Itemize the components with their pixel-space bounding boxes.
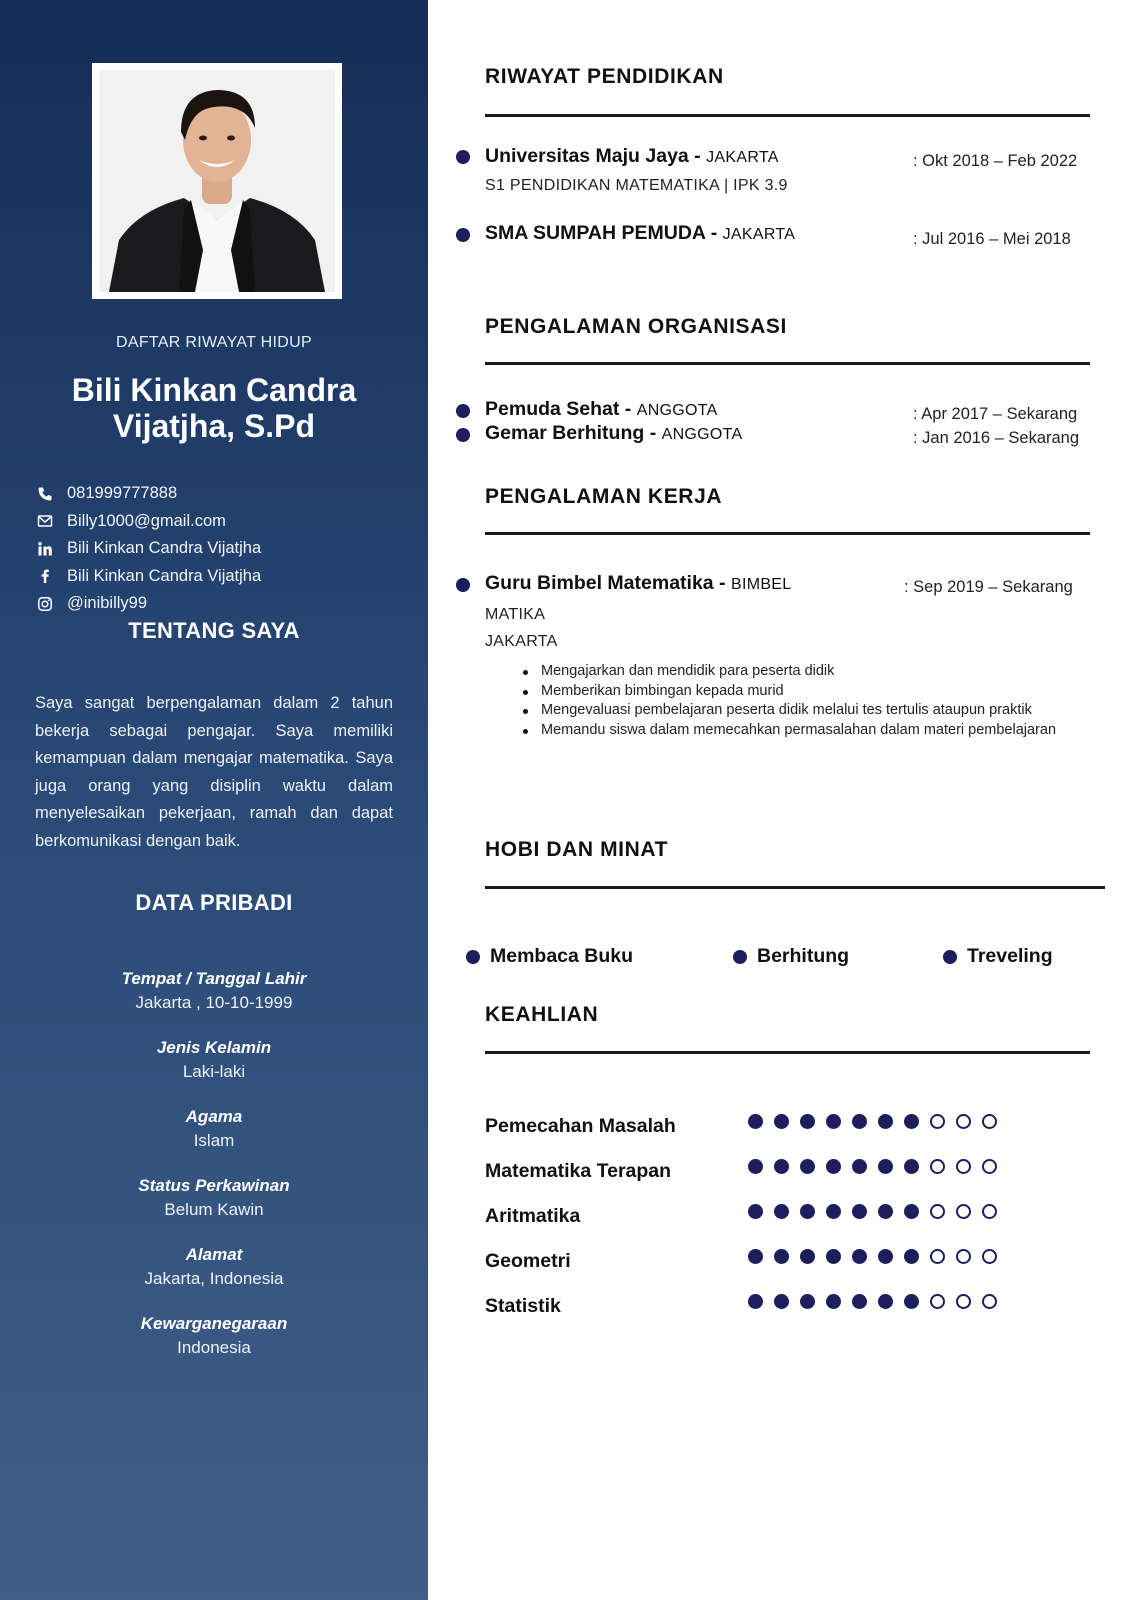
- education-date: : Jul 2016 – Mei 2018: [913, 230, 1071, 248]
- facebook-icon: [35, 567, 55, 585]
- rating-dot-filled: [852, 1294, 867, 1309]
- education-date: : Okt 2018 – Feb 2022: [913, 152, 1078, 170]
- contact-instagram-text: @inibilly99: [67, 594, 148, 613]
- rating-dot-filled: [774, 1294, 789, 1309]
- hobbies-heading: HOBI DAN MINAT: [485, 838, 668, 861]
- rating-dot-empty: [930, 1294, 945, 1309]
- hobby-label: Treveling: [967, 945, 1053, 967]
- rating-dot-filled: [774, 1159, 789, 1174]
- work-duties: [523, 662, 1103, 740]
- work-heading: PENGALAMAN KERJA: [485, 485, 723, 508]
- skill-rating: [748, 1294, 1008, 1309]
- skill-rating: [748, 1249, 1008, 1264]
- rating-dot-filled: [748, 1249, 763, 1264]
- hobby-label: Berhitung: [757, 945, 850, 967]
- duty-item: Mengevaluasi pembelajaran peserta didik melalui tes tertulis ataupun praktik: [523, 701, 1103, 721]
- document-label: DAFTAR RIWAYAT HIDUP: [116, 334, 312, 351]
- personal-data-heading: DATA PRIBADI: [135, 890, 293, 915]
- personal-value: Islam: [193, 1131, 235, 1150]
- about-text: Saya sangat berpengalaman dalam 2 tahun bekerja sebagai pengajar. Saya memiliki kemampuan dalam mengajar matematika. Saya juga orang yang disiplin waktu dalam menyelesaikan pekerjaan, ramah dan dapat berkomunikasi dengan baik.: [35, 694, 393, 850]
- contact-phone-text: 081999777888: [67, 484, 178, 503]
- rating-dot-empty: [956, 1159, 971, 1174]
- rating-dot-filled: [774, 1249, 789, 1264]
- rating-dot-filled: [852, 1249, 867, 1264]
- school-name: Universitas Maju Jaya -: [485, 145, 701, 167]
- rating-dot-filled: [826, 1249, 841, 1264]
- work-date: : Sep 2019 – Sekarang: [904, 578, 1073, 596]
- rating-dot-filled: [774, 1204, 789, 1219]
- rating-dot-filled: [800, 1249, 815, 1264]
- personal-item-citizenship: [0, 1313, 428, 1382]
- organization-entry-2: [485, 422, 743, 445]
- skills-divider: [485, 1051, 1090, 1054]
- rating-dot-filled: [748, 1159, 763, 1174]
- rating-dot-filled: [748, 1294, 763, 1309]
- hobbies-divider: [485, 886, 1105, 889]
- bullet-dot: [456, 428, 470, 442]
- organization-role: ANGGOTA: [661, 426, 743, 443]
- education-entry-1: [485, 145, 779, 168]
- school-city: JAKARTA: [722, 226, 796, 243]
- work-divider: [485, 532, 1090, 535]
- contact-facebook: [35, 563, 405, 591]
- rating-dot-empty: [930, 1114, 945, 1129]
- school-city: JAKARTA: [706, 149, 779, 166]
- profile-photo-frame: [92, 63, 342, 299]
- bullet-dot: [733, 950, 747, 964]
- rating-dot-empty: [982, 1249, 997, 1264]
- bullet-dot: [456, 228, 470, 242]
- rating-dot-empty: [982, 1159, 997, 1174]
- organization-name: Pemuda Sehat -: [485, 398, 632, 420]
- profile-photo: [99, 70, 335, 292]
- sidebar: [0, 0, 428, 1600]
- rating-dot-empty: [982, 1294, 997, 1309]
- work-city: JAKARTA: [485, 633, 558, 650]
- personal-label: Tempat / Tanggal Lahir: [121, 969, 307, 988]
- education-detail: S1 PENDIDIKAN MATEMATIKA | IPK 3.9: [485, 177, 788, 194]
- personal-label: Agama: [185, 1107, 243, 1126]
- skill-name: Pemecahan Masalah: [485, 1115, 676, 1137]
- rating-dot-filled: [748, 1114, 763, 1129]
- hobby-item: [943, 945, 1053, 968]
- skill-name: Geometri: [485, 1250, 571, 1272]
- rating-dot-filled: [800, 1294, 815, 1309]
- personal-label: Jenis Kelamin: [156, 1038, 272, 1057]
- rating-dot-filled: [774, 1114, 789, 1129]
- organization-divider: [485, 362, 1090, 365]
- bullet-dot: [456, 404, 470, 418]
- bullet-dot: [456, 578, 470, 592]
- organization-heading: PENGALAMAN ORGANISASI: [485, 315, 787, 338]
- instagram-icon: [35, 595, 55, 613]
- skills-heading: KEAHLIAN: [485, 1003, 599, 1026]
- work-entry: [485, 572, 791, 595]
- rating-dot-empty: [930, 1249, 945, 1264]
- contact-email: [35, 508, 405, 536]
- hobby-label: Membaca Buku: [490, 945, 634, 967]
- rating-dot-filled: [878, 1159, 893, 1174]
- school-name: SMA SUMPAH PEMUDA -: [485, 222, 718, 244]
- organization-date: : Apr 2017 – Sekarang: [913, 405, 1078, 423]
- personal-data-list: [0, 968, 428, 1382]
- skill-name: Matematika Terapan: [485, 1160, 672, 1182]
- contact-list: [35, 480, 405, 618]
- contact-email-text: Billy1000@gmail.com: [67, 511, 226, 530]
- rating-dot-filled: [878, 1294, 893, 1309]
- rating-dot-filled: [904, 1159, 919, 1174]
- rating-dot-filled: [800, 1114, 815, 1129]
- personal-label: Kewarganegaraan: [140, 1314, 288, 1333]
- duty-item: Mengajarkan dan mendidik para peserta didik: [523, 662, 1103, 682]
- work-company-line2: MATIKA: [485, 606, 546, 623]
- bullet-dot: [943, 950, 957, 964]
- rating-dot-empty: [956, 1114, 971, 1129]
- phone-icon: [35, 485, 55, 503]
- organization-role: ANGGOTA: [636, 402, 718, 419]
- organization-name: Gemar Berhitung -: [485, 422, 657, 444]
- rating-dot-filled: [904, 1249, 919, 1264]
- personal-item-marital: [0, 1175, 428, 1244]
- rating-dot-filled: [852, 1204, 867, 1219]
- rating-dot-filled: [748, 1204, 763, 1219]
- contact-linkedin: [35, 535, 405, 563]
- personal-item-gender: [0, 1037, 428, 1106]
- bullet-dot: [466, 950, 480, 964]
- rating-dot-filled: [852, 1114, 867, 1129]
- bullet-dot: [456, 150, 470, 164]
- personal-label: Status Perkawinan: [138, 1176, 290, 1195]
- rating-dot-filled: [904, 1204, 919, 1219]
- skill-rating: [748, 1159, 1008, 1174]
- duty-item: Memberikan bimbingan kepada murid: [523, 682, 1103, 702]
- linkedin-icon: [35, 540, 55, 558]
- hobby-item: [466, 945, 633, 968]
- rating-dot-filled: [878, 1114, 893, 1129]
- rating-dot-filled: [826, 1204, 841, 1219]
- rating-dot-empty: [930, 1204, 945, 1219]
- education-divider: [485, 114, 1090, 117]
- work-position: Guru Bimbel Matematika -: [485, 572, 726, 594]
- personal-value: Indonesia: [177, 1338, 251, 1357]
- rating-dot-filled: [800, 1204, 815, 1219]
- personal-item-birth: [0, 968, 428, 1037]
- skill-rating: [748, 1114, 1008, 1129]
- hobby-item: [733, 945, 849, 968]
- contact-linkedin-text: Bili Kinkan Candra Vijatjha: [67, 539, 262, 558]
- work-company: BIMBEL: [730, 576, 792, 593]
- rating-dot-empty: [956, 1294, 971, 1309]
- personal-label: Alamat: [185, 1245, 243, 1264]
- personal-item-religion: [0, 1106, 428, 1175]
- rating-dot-filled: [904, 1294, 919, 1309]
- rating-dot-empty: [956, 1204, 971, 1219]
- duty-item: Memandu siswa dalam memecahkan permasalahan dalam materi pembelajaran: [523, 721, 1103, 741]
- personal-item-address: [0, 1244, 428, 1313]
- personal-value: Laki-laki: [182, 1062, 246, 1081]
- full-name: [0, 372, 428, 444]
- personal-value: Jakarta, Indonesia: [144, 1269, 284, 1288]
- rating-dot-filled: [878, 1204, 893, 1219]
- personal-value: Belum Kawin: [164, 1200, 264, 1219]
- rating-dot-filled: [904, 1114, 919, 1129]
- organization-date: : Jan 2016 – Sekarang: [913, 429, 1080, 447]
- main-content: [428, 0, 1132, 1600]
- personal-value: Jakarta , 10-10-1999: [135, 993, 293, 1012]
- mail-icon: [35, 512, 55, 530]
- skill-rating: [748, 1204, 1008, 1219]
- skill-name: Aritmatika: [485, 1205, 581, 1227]
- rating-dot-filled: [852, 1159, 867, 1174]
- rating-dot-empty: [982, 1114, 997, 1129]
- full-name-line1: Bili Kinkan Candra: [71, 372, 357, 408]
- organization-entry-1: [485, 398, 718, 421]
- skill-name: Statistik: [485, 1295, 561, 1317]
- contact-phone: [35, 480, 405, 508]
- full-name-line2: Vijatjha, S.Pd: [112, 408, 316, 444]
- contact-instagram: [35, 590, 405, 618]
- rating-dot-empty: [930, 1159, 945, 1174]
- rating-dot-filled: [878, 1249, 893, 1264]
- rating-dot-filled: [826, 1114, 841, 1129]
- rating-dot-filled: [800, 1159, 815, 1174]
- education-heading: RIWAYAT PENDIDIKAN: [485, 65, 724, 88]
- rating-dot-filled: [826, 1159, 841, 1174]
- contact-facebook-text: Bili Kinkan Candra Vijatjha: [67, 566, 262, 585]
- education-entry-2: [485, 222, 795, 245]
- rating-dot-filled: [826, 1294, 841, 1309]
- rating-dot-empty: [956, 1249, 971, 1264]
- about-heading: TENTANG SAYA: [128, 618, 300, 643]
- rating-dot-empty: [982, 1204, 997, 1219]
